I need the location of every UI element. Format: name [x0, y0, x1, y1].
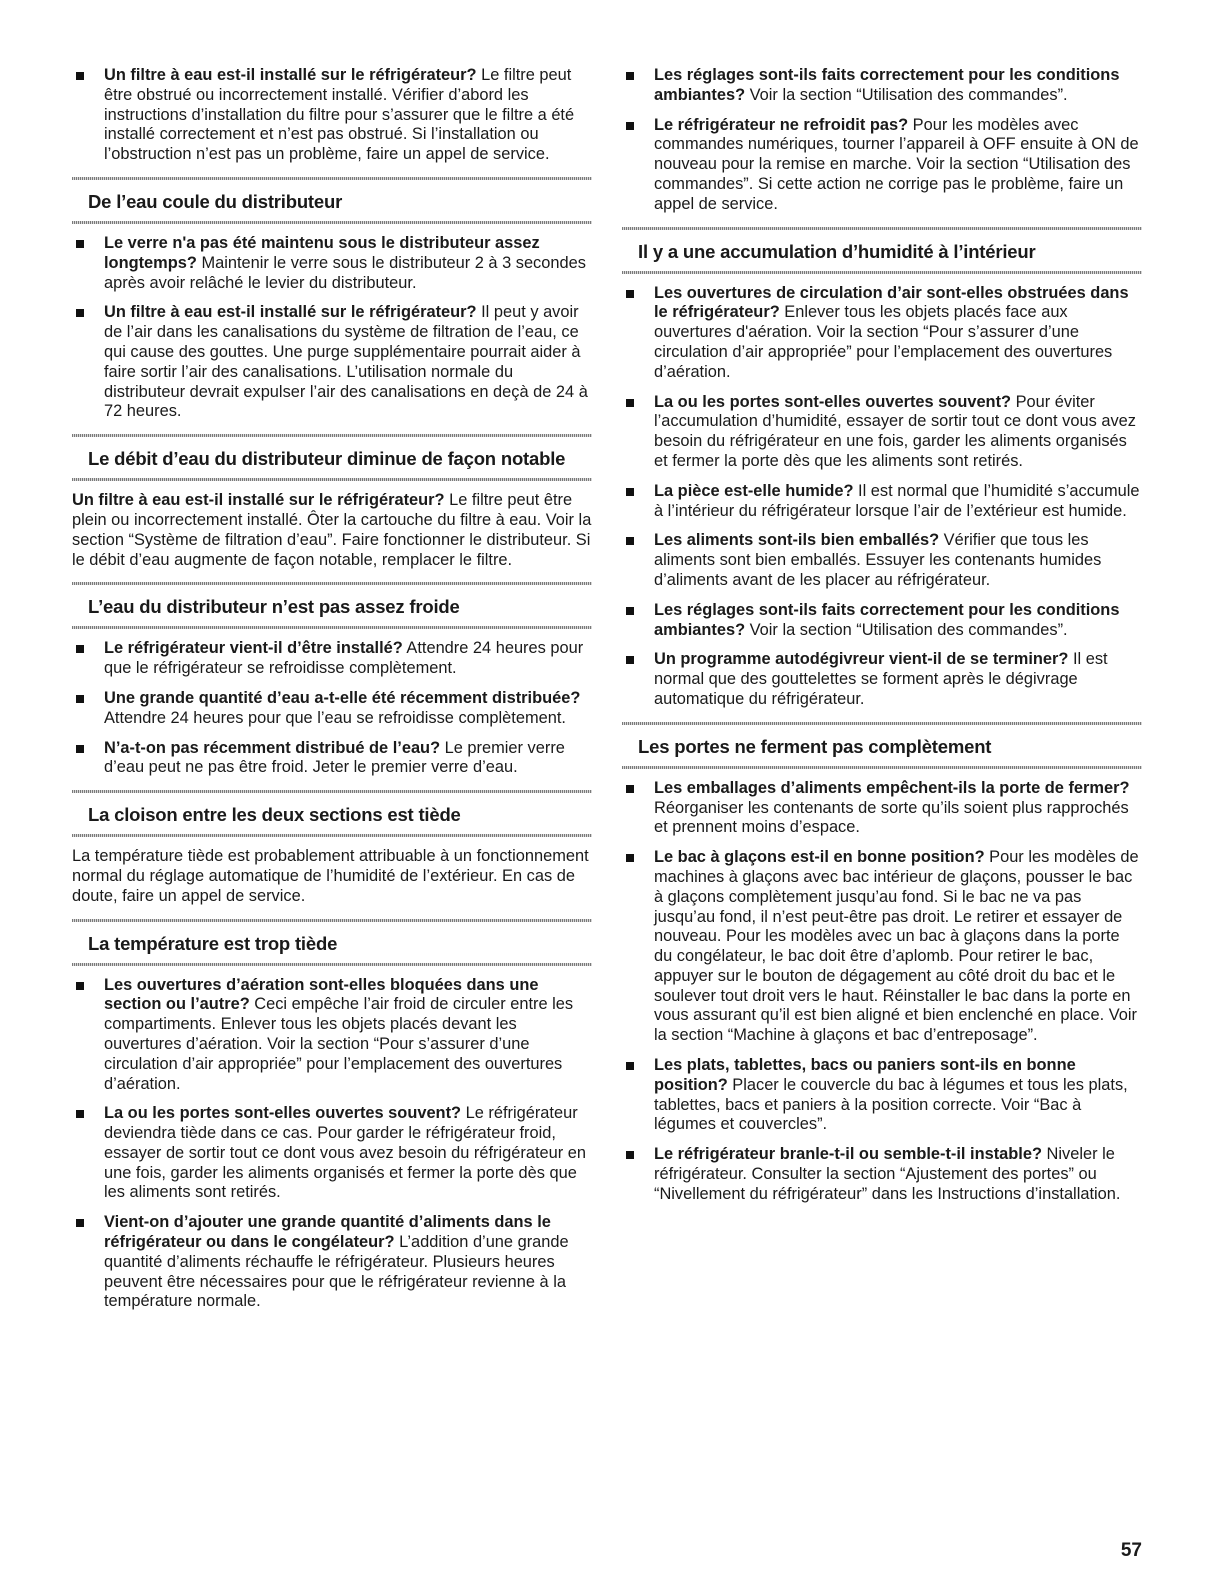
section-heading: De l’eau coule du distributeur [88, 190, 343, 212]
answer: Attendre 24 heures pour que le réfrigérateur se refroidisse complètement. [104, 639, 584, 678]
question: Les emballages d’aliments empêchent-ils la porte de fermer? [654, 778, 1130, 797]
answer: L’addition d’une grande quantité d’aliments réchauffe le réfrigérateur. Plusieurs heures peuvent être nécessaires pour que le réfrigérateur revienne à la température normale. [104, 1233, 569, 1311]
list-item [622, 848, 1142, 1046]
bullet-square-icon [622, 531, 654, 590]
list-item [72, 66, 592, 165]
right-column [622, 66, 1142, 1215]
answer: Vérifier que tous les aliments sont bien emballés. Essuyer les contenants humides d’aliments avant de les placer au réfrigérateur. [654, 531, 1102, 589]
list-item [622, 66, 1142, 106]
divider [72, 221, 592, 224]
question: N’a-t-on pas récemment distribué de l’eau? [104, 738, 441, 757]
answer: Placer le couvercle du bac à légumes et tous les plats, tablettes, bacs et paniers à la position correcte. Voir “Bac à légumes et couvercles”. [654, 1075, 1128, 1134]
section-heading: La cloison entre les deux sections est tiède [88, 804, 461, 826]
answer: Enlever tous les objets placés face aux ouvertures d'aération. Voir la section “Pour s’assurer d’une circulation d’air appropriée” pour l’emplacement des ouvertures d’aération. [654, 303, 1113, 381]
answer: Pour les modèles avec commandes numériques, tourner l’appareil à OFF ensuite à ON de nouveau pour la remise en marche. Voir la section “Utilisation des commandes”. Si cette action ne corrige pas le problème, faire un appel de service. [654, 115, 1139, 213]
bullet-square-icon [72, 639, 104, 679]
list-item [72, 689, 592, 729]
page-number: 57 [1120, 1540, 1142, 1561]
bullet-square-icon [622, 650, 654, 709]
question: Vient-on d’ajouter une grande quantité d’aliments dans le réfrigérateur ou dans le congélateur? [104, 1213, 551, 1252]
bullet-square-icon [622, 482, 654, 522]
answer: Voir la section “Utilisation des commandes”. [745, 85, 1068, 104]
divider [72, 626, 592, 629]
question: Le réfrigérateur ne refroidit pas? [654, 115, 909, 134]
list-item [622, 531, 1142, 590]
question: Une grande quantité d’eau a-t-elle été récemment distribuée? [104, 688, 581, 707]
section-heading: Le débit d’eau du distributeur diminue de façon notable [88, 448, 566, 470]
answer: Le réfrigérateur deviendra tiède dans ce cas. Pour garder le réfrigérateur froid, essayer de sortir tout ce dont vous avez besoin du réfrigérateur en une fois, garder les aliments organisés et fermer la porte dès que les aliments sont retirés. [104, 1104, 586, 1202]
divider [622, 766, 1142, 769]
question: Les ouvertures d’aération sont-elles bloquées dans une section ou l’autre? [104, 975, 539, 1014]
section-water-leaks [72, 177, 592, 224]
bullet-square-icon [622, 779, 654, 838]
question: La ou les portes sont-elles ouvertes souvent? [654, 392, 1012, 411]
list-item [72, 234, 592, 293]
bullet-square-icon [622, 116, 654, 215]
question: Les réglages sont-ils faits correctement pour les conditions ambiantes? [654, 66, 1120, 104]
answer: Il est normal que des gouttelettes se forment après le dégivrage automatique du réfrigérateur. [654, 650, 1108, 708]
list-item [622, 601, 1142, 641]
list-item [622, 1056, 1142, 1135]
question: Les plats, tablettes, bacs ou paniers sont-ils en bonne position? [654, 1056, 1076, 1094]
divider [622, 271, 1142, 274]
question: Le bac à glaçons est-il en bonne position? [654, 848, 985, 867]
section-heading: Il y a une accumulation d’humidité à l’intérieur [638, 240, 1036, 262]
bullet-square-icon [622, 284, 654, 383]
question: Un filtre à eau est-il installé sur le réfrigérateur? [104, 66, 477, 84]
divider [72, 963, 592, 966]
answer: Niveler le réfrigérateur. Consulter la section “Ajustement des portes” ou “Nivellement du réfrigérateur” dans les Instructions d’installation. [654, 1145, 1121, 1203]
list-item [72, 1213, 592, 1312]
bullet-square-icon [72, 1104, 104, 1203]
section-humidity [622, 227, 1142, 274]
list-item [622, 482, 1142, 522]
question: Un programme autodégivreur vient-il de se terminer? [654, 650, 1069, 669]
bullet-square-icon [622, 66, 654, 106]
list-item [622, 1145, 1142, 1204]
answer: Maintenir le verre sous le distributeur 2 à 3 secondes après avoir relâché le levier du distributeur. [104, 253, 586, 292]
paragraph [72, 491, 592, 570]
answer: Le filtre peut être plein ou incorrectement installé. Ôter la cartouche du filtre à eau. Voir la section “Système de filtration d’eau”. Faire fonctionner le distributeur. Si le débit d’eau augmente de façon notable, remplacer le filtre. [72, 491, 592, 569]
bullet-square-icon [72, 66, 104, 165]
answer: Il peut y avoir de l’air dans les canalisations du système de filtration de l’eau, ce qui cause des gouttes. Une purge supplémentaire pourrait aider à faire sortir l’air des canalisations. L’utilisation normale du distributeur devrait expulser l’air des canalisations en deçà de 24 à 72 heures. [104, 303, 588, 421]
list-item [622, 779, 1142, 838]
bullet-square-icon [72, 689, 104, 729]
bullet-square-icon [72, 1213, 104, 1312]
bullet-square-icon [622, 848, 654, 1046]
question: Le verre n'a pas été maintenu sous le distributeur assez longtemps? [104, 233, 540, 272]
section-water-not-cold [72, 582, 592, 629]
list-item [622, 393, 1142, 472]
answer: Voir la section “Utilisation des commandes”. [745, 620, 1068, 639]
section-heading: Les portes ne ferment pas complètement [638, 735, 992, 757]
question: Le réfrigérateur branle-t-il ou semble-t-il instable? [654, 1145, 1042, 1164]
bullet-square-icon [622, 601, 654, 641]
bullet-square-icon [622, 1056, 654, 1135]
question: Les aliments sont-ils bien emballés? [654, 531, 940, 550]
section-divider-warm [72, 790, 592, 837]
list-item [622, 116, 1142, 215]
list-item [72, 303, 592, 422]
answer: Il est normal que l’humidité s’accumule à l’intérieur du réfrigérateur lorsque l’air de l’extérieur est humide. [654, 481, 1140, 520]
bullet-square-icon [72, 976, 104, 1095]
bullet-square-icon [72, 234, 104, 293]
answer: Réorganiser les contenants de sorte qu’ils soient plus rapprochés et prennent moins d’espace. [654, 798, 1129, 837]
divider [72, 834, 592, 837]
answer: Pour les modèles de machines à glaçons avec bac intérieur de glaçons, pousser le bac à glaçons complètement jusqu’au fond. Si le bac ne va pas jusqu’au fond, il n’est peut-être pas droit. Le retirer et essayer de nouveau. Pour les modèles avec un bac à glaçons dans la porte du congélateur, le bac doit être d’aplomb. Pour retirer le bac, appuyer sur le bouton de dégagement au côté droit du bac et le soulever tout droit vers le haut. Réinstaller le bac dans la porte en vous assurant qu’il est bien aligné et bien enclenché en place. Voir la section “Machine à glaçons et bac d’entreposage”. [654, 848, 1139, 1045]
bullet-square-icon [622, 393, 654, 472]
answer: Pour éviter l’accumulation d’humidité, essayer de sortir tout ce dont vous avez besoin du réfrigérateur en une fois, garder les aliments organisés et fermer la porte dès que les aliments sont retirés. [654, 392, 1136, 470]
list-item [72, 639, 592, 679]
section-too-warm [72, 919, 592, 966]
list-item [72, 1104, 592, 1203]
divider [72, 478, 592, 481]
answer: Attendre 24 heures pour que l’eau se refroidisse complètement. [104, 708, 566, 727]
bullet-square-icon [72, 303, 104, 422]
section-heading: La température est trop tiède [88, 932, 338, 954]
answer: Le premier verre d’eau peut ne pas être froid. Jeter le premier verre d’eau. [104, 738, 565, 777]
section-heading: L’eau du distributeur n’est pas assez froide [88, 596, 460, 618]
section-doors-not-closing [622, 722, 1142, 769]
list-item [622, 650, 1142, 709]
section-flow-decrease [72, 434, 592, 481]
question: La ou les portes sont-elles ouvertes souvent? [104, 1104, 462, 1123]
question: Un filtre à eau est-il installé sur le réfrigérateur? [104, 303, 477, 322]
list-item [72, 739, 592, 779]
question: Les ouvertures de circulation d’air sont-elles obstruées dans le réfrigérateur? [654, 283, 1129, 322]
question: Un filtre à eau est-il installé sur le réfrigérateur? [72, 491, 445, 510]
question: La pièce est-elle humide? [654, 481, 854, 500]
paragraph: La température tiède est probablement attribuable à un fonctionnement normal du réglage automatique de l’humidité de l’extérieur. En cas de doute, faire un appel de service. [72, 847, 589, 905]
list-item [72, 976, 592, 1095]
bullet-square-icon [72, 739, 104, 779]
bullet-square-icon [622, 1145, 654, 1204]
answer: Ceci empêche l’air froid de circuler entre les compartiments. Enlever tous les objets placés devant les ouvertures d’aération. Voir la section “Pour s’assurer d’une circulation d’air appropriée” pour l’emplacement des ouvertures d’aération. [104, 995, 574, 1093]
left-column [72, 66, 592, 1322]
question: Les réglages sont-ils faits correctement pour les conditions ambiantes? [654, 600, 1120, 639]
list-item [622, 284, 1142, 383]
answer: Le filtre peut être obstrué ou incorrectement installé. Vérifier d’abord les instructions d’installation du filtre pour s’assurer que le filtre a été installé correctement et n’est pas obstrué. Si l’installation ou l’obstruction n’est pas un problème, faire un appel de service. [104, 66, 575, 164]
question: Le réfrigérateur vient-il d’être installé? [104, 639, 403, 658]
